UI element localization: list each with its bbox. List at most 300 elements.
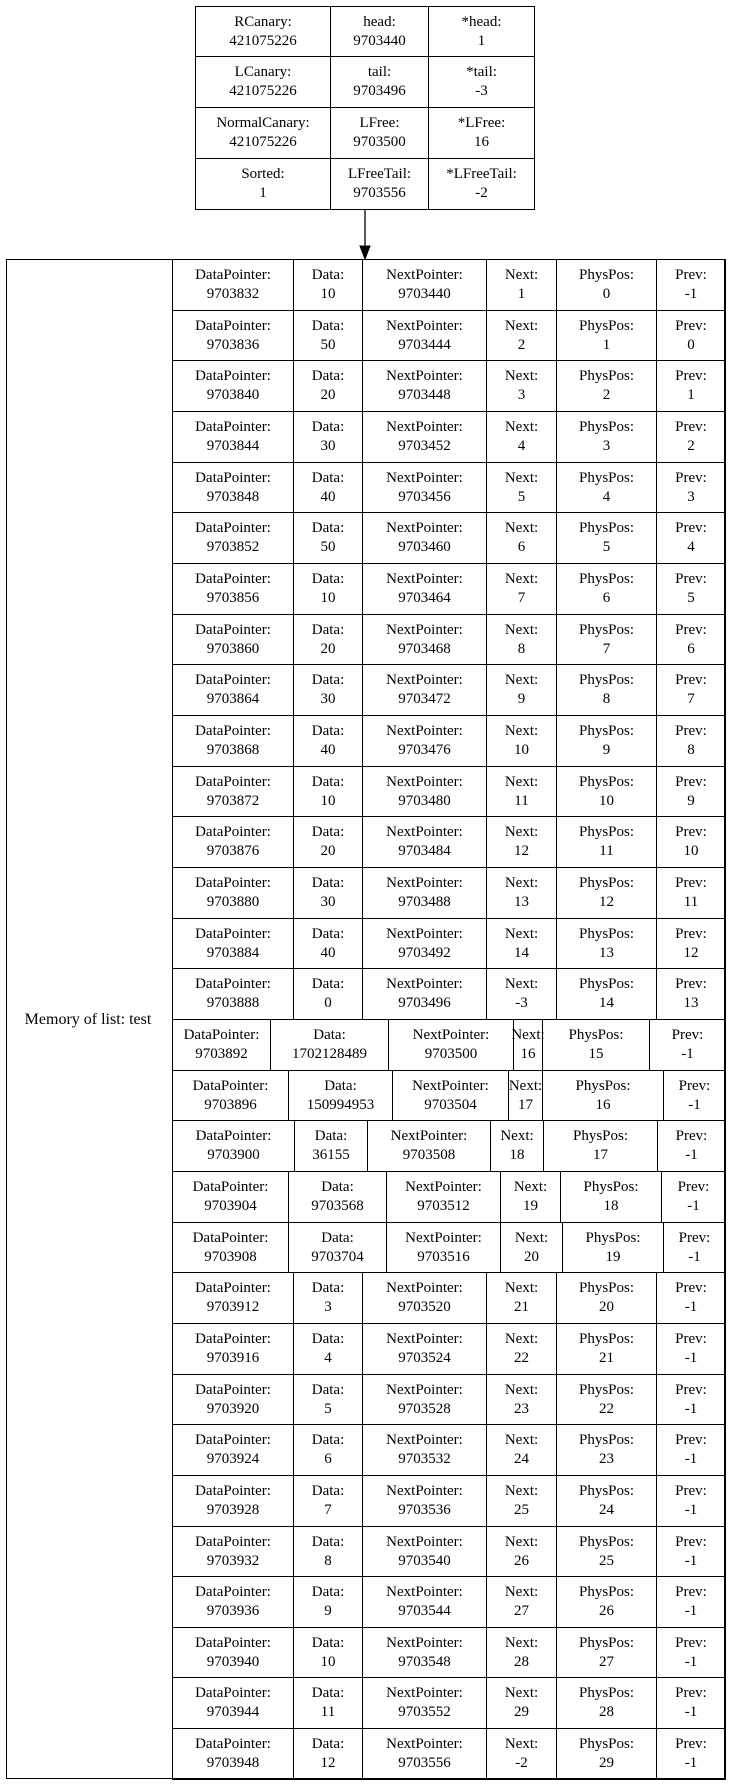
cell-value: 9703496	[398, 995, 451, 1011]
memory-cell	[288, 1171, 387, 1223]
cell-label: Prev:	[675, 368, 707, 384]
memory-cell	[486, 766, 557, 817]
cell-value: 24	[514, 1451, 529, 1467]
cell-label: NextPointer:	[386, 368, 463, 384]
memory-cell	[486, 310, 557, 361]
cell-value: 9703836	[206, 336, 260, 353]
cell-value: 9703860	[206, 640, 260, 657]
cell-label: NextPointer:	[405, 1229, 482, 1246]
cell-value: 9703456	[398, 488, 451, 505]
cell-label: Data:	[311, 267, 345, 283]
memory-cell	[293, 664, 363, 716]
cell-value: 3	[324, 1299, 332, 1315]
cell-label: Next:	[504, 1533, 539, 1550]
cell-value: 19	[523, 1198, 538, 1214]
memory-cell	[172, 1424, 294, 1476]
memory-cell	[293, 1272, 363, 1324]
cell-label: NextPointer:	[412, 1077, 489, 1094]
cell-label: DataPointer:	[195, 723, 271, 739]
cell-value: 9703556	[353, 185, 406, 201]
cell-value: -2	[475, 185, 488, 201]
cell-value: 9	[517, 691, 526, 707]
cell-label: NextPointer:	[386, 1685, 463, 1701]
cell-value: 20	[320, 843, 336, 859]
cell-value: 9703864	[206, 691, 260, 707]
cell-label: Prev:	[675, 317, 707, 334]
memory-cell	[542, 1070, 664, 1121]
cell-label: Next:	[504, 1280, 539, 1296]
cell-label: DataPointer:	[195, 773, 271, 790]
cell-label: Data:	[311, 520, 345, 536]
memory-cell	[656, 1627, 726, 1678]
cell-value: 50	[320, 336, 336, 353]
memory-cell	[362, 1272, 487, 1324]
cell-value: 9703520	[398, 1299, 451, 1315]
cell-label: PhysPos:	[578, 317, 635, 334]
cell-label: Next:	[513, 1179, 548, 1195]
cell-label: DataPointer:	[195, 1736, 271, 1752]
memory-cell	[172, 1677, 294, 1729]
cell-value: -1	[688, 1096, 701, 1113]
cell-label: Data:	[311, 1685, 345, 1701]
memory-cell	[293, 1475, 363, 1527]
memory-cell	[560, 1171, 662, 1223]
memory-cell	[656, 664, 726, 716]
memory-cell	[172, 614, 294, 665]
cell-value: 20	[320, 387, 336, 403]
memory-cell	[656, 1475, 726, 1527]
cell-label: Next:	[504, 1584, 539, 1600]
cell-label: Next:	[504, 773, 539, 790]
cell-label: Prev:	[675, 419, 707, 435]
memory-cell	[362, 1526, 487, 1577]
cell-value: 7	[517, 590, 526, 606]
memory-cell	[293, 563, 363, 615]
cell-value: 36155	[312, 1147, 350, 1163]
memory-cell	[656, 563, 726, 615]
cell-value: 9	[602, 742, 611, 758]
cell-value: 9703888	[206, 995, 260, 1011]
cell-value: 2	[687, 438, 695, 454]
cell-value: -1	[684, 1400, 698, 1417]
cell-label: PhysPos:	[578, 1432, 635, 1448]
cell-label: Next:	[504, 469, 539, 486]
cell-label: NextPointer:	[386, 1584, 463, 1600]
cell-value: 8	[687, 742, 695, 758]
cell-value: 40	[320, 944, 336, 961]
cell-value: 17	[593, 1147, 608, 1163]
cell-label: Data:	[311, 621, 345, 638]
cell-value: 9703556	[398, 1755, 451, 1771]
cell-value: 8	[602, 691, 611, 707]
cell-value: 27	[514, 1603, 529, 1619]
memory-cell	[656, 462, 726, 513]
cell-label: PhysPos:	[578, 1483, 635, 1499]
memory-cell	[656, 968, 726, 1020]
cell-value: -1	[685, 1147, 698, 1163]
memory-cell	[362, 918, 487, 969]
cell-label: Prev:	[675, 621, 707, 638]
cell-label: Data:	[313, 1027, 346, 1043]
cell-value: 2	[517, 336, 526, 353]
cell-label: DataPointer:	[195, 672, 271, 688]
cell-value: 23	[599, 1451, 614, 1467]
memory-cell	[172, 918, 294, 969]
cell-label: Next:	[504, 925, 539, 942]
cell-label: DataPointer:	[192, 1179, 269, 1195]
cell-label: Next:	[504, 672, 539, 688]
cell-label: NextPointer:	[386, 571, 463, 587]
cell-label: DataPointer:	[195, 1483, 271, 1499]
cell-value: 11	[514, 792, 529, 809]
cell-value: 12	[320, 1755, 336, 1771]
memory-cell	[490, 1120, 544, 1172]
memory-cell	[362, 1627, 487, 1678]
memory-cell	[486, 918, 557, 969]
memory-cell	[649, 1019, 726, 1071]
cell-value: 5	[324, 1400, 332, 1417]
cell-label: Next:	[504, 1483, 539, 1499]
memory-cell	[556, 1374, 657, 1425]
memory-cell	[172, 512, 294, 564]
cell-value: 9703492	[398, 944, 451, 961]
memory-cell	[556, 715, 657, 767]
memory-cell	[486, 1627, 557, 1678]
memory-cell	[293, 1374, 363, 1425]
memory-cell	[486, 563, 557, 615]
memory-cell	[556, 411, 657, 463]
cell-value: 11	[683, 894, 699, 910]
memory-cell	[486, 411, 557, 463]
cell-value: 9703544	[398, 1603, 451, 1619]
memory-cell	[388, 1019, 514, 1071]
memory-cell	[172, 462, 294, 513]
memory-cell	[172, 1627, 294, 1678]
cell-label: Data:	[311, 1331, 345, 1347]
cell-label: Prev:	[675, 925, 707, 942]
cell-label: NextPointer:	[405, 1179, 482, 1195]
cell-value: 16	[474, 134, 489, 150]
cell-value: 30	[320, 894, 336, 910]
cell-value: 19	[605, 1248, 621, 1265]
cell-label: PhysPos:	[578, 1280, 635, 1296]
memory-cell	[663, 1222, 726, 1273]
cell-value: 40	[320, 488, 336, 505]
memory-cell	[556, 462, 657, 513]
memory-cell	[556, 360, 657, 412]
cell-label: DataPointer:	[195, 1685, 271, 1701]
memory-cell	[362, 1374, 487, 1425]
cell-label: Next:	[504, 824, 539, 840]
cell-value: 9703548	[398, 1653, 451, 1670]
cell-label: Data:	[311, 1432, 345, 1448]
cell-value: -1	[684, 1451, 698, 1467]
cell-value: 9703912	[206, 1299, 260, 1315]
cell-label: PhysPos:	[578, 469, 635, 486]
memory-cell	[293, 816, 363, 868]
cell-value: 9703516	[417, 1248, 470, 1265]
cell-label: Next:	[508, 1077, 543, 1094]
cell-label: Data:	[311, 875, 345, 891]
cell-value: 40	[320, 742, 336, 758]
cell-label: NextPointer:	[386, 1634, 463, 1651]
cell-value: 13	[599, 944, 614, 961]
cell-label: Data:	[311, 824, 345, 840]
memory-cell	[556, 766, 657, 817]
cell-label: LCanary:	[234, 64, 292, 80]
cell-value: 9703444	[398, 336, 451, 353]
cell-value: 13	[514, 894, 529, 910]
cell-label: Next:	[504, 1381, 539, 1398]
cell-label: DataPointer:	[195, 824, 271, 840]
cell-value: 6	[602, 590, 611, 606]
memory-cell	[172, 715, 294, 767]
cell-value: 8	[324, 1552, 332, 1569]
cell-value: 9703892	[195, 1046, 248, 1062]
cell-value: -2	[515, 1755, 528, 1771]
cell-value: 9703920	[206, 1400, 260, 1417]
memory-cell	[508, 1070, 543, 1121]
memory-cell	[172, 1576, 294, 1628]
cell-value: 9703508	[402, 1147, 456, 1163]
memory-cell	[293, 512, 363, 564]
memory-cell	[362, 1475, 487, 1527]
memory-cell	[486, 614, 557, 665]
cell-label: Next:	[504, 368, 539, 384]
cell-value: 9703916	[206, 1350, 260, 1366]
memory-cell	[656, 867, 726, 919]
memory-cell	[172, 1475, 294, 1527]
cell-label: NextPointer:	[386, 1483, 463, 1499]
cell-value: 9703528	[398, 1400, 451, 1417]
memory-cell	[486, 360, 557, 412]
memory-cell	[172, 1120, 295, 1172]
memory-cell	[362, 1728, 487, 1780]
cell-value: 9703904	[204, 1198, 257, 1214]
cell-label: Prev:	[675, 1533, 707, 1550]
cell-label: Next:	[504, 317, 539, 334]
cell-label: Next:	[504, 267, 539, 283]
cell-label: Prev:	[675, 520, 707, 536]
cell-value: 4	[687, 539, 695, 555]
cell-value: 9703480	[398, 792, 451, 809]
cell-value: 9703932	[206, 1552, 260, 1569]
header-cell	[195, 56, 331, 108]
cell-value: 28	[599, 1704, 614, 1720]
cell-value: 29	[514, 1704, 529, 1720]
cell-value: 18	[509, 1147, 525, 1163]
cell-value: 0	[687, 336, 695, 353]
cell-label: Next:	[504, 1634, 539, 1651]
cell-label: *tail:	[466, 64, 497, 80]
header-cell	[428, 56, 535, 108]
memory-cell	[656, 411, 726, 463]
memory-cell	[656, 1272, 726, 1324]
cell-value: 9703840	[206, 387, 260, 403]
cell-label: RCanary:	[234, 13, 292, 30]
cell-label: DataPointer:	[195, 621, 271, 638]
cell-label: Prev:	[675, 875, 707, 891]
cell-label: DataPointer:	[195, 1584, 271, 1600]
memory-cell	[556, 1526, 657, 1577]
cell-value: 13	[683, 995, 699, 1011]
memory-cell	[172, 1526, 294, 1577]
cell-value: 9703468	[398, 640, 451, 657]
memory-cell	[556, 816, 657, 868]
cell-label: NextPointer:	[386, 1432, 463, 1448]
cell-label: Prev:	[675, 571, 707, 587]
cell-value: 1702128489	[292, 1046, 367, 1062]
cell-value: 29	[599, 1755, 614, 1771]
cell-label: PhysPos:	[578, 1736, 635, 1752]
memory-cell	[486, 1424, 557, 1476]
cell-value: -1	[684, 1603, 698, 1619]
cell-label: Next:	[504, 1685, 539, 1701]
cell-value: 421075226	[229, 134, 297, 150]
memory-cell	[386, 1222, 501, 1273]
memory-cell	[362, 462, 487, 513]
cell-label: PhysPos:	[578, 267, 635, 283]
memory-cell	[562, 1222, 664, 1273]
cell-value: 9703440	[398, 286, 451, 302]
cell-label: DataPointer:	[195, 1381, 271, 1398]
cell-value: 27	[599, 1653, 614, 1670]
cell-label: *head:	[461, 13, 502, 30]
cell-label: PhysPos:	[578, 723, 635, 739]
cell-value: 10	[320, 286, 336, 302]
memory-cell	[543, 1120, 658, 1172]
cell-value: 9703448	[398, 387, 451, 403]
cell-value: 9703928	[206, 1502, 260, 1518]
header-cell	[195, 6, 331, 57]
header-cell	[428, 158, 535, 210]
cell-label: DataPointer:	[195, 875, 271, 891]
memory-cell	[293, 411, 363, 463]
memory-cell	[486, 867, 557, 919]
cell-value: -1	[688, 1248, 701, 1265]
cell-value: 12	[599, 894, 614, 910]
memory-cell	[656, 512, 726, 564]
header-cell	[330, 107, 429, 159]
cell-label: PhysPos:	[578, 875, 635, 891]
memory-cell	[556, 259, 657, 311]
cell-value: 9703844	[206, 438, 260, 454]
cell-label: PhysPos:	[578, 1634, 635, 1651]
memory-cell	[500, 1222, 563, 1273]
cell-label: NextPointer:	[386, 1331, 463, 1347]
cell-label: DataPointer:	[195, 368, 271, 384]
memory-cell	[172, 664, 294, 716]
cell-value: 10	[514, 742, 529, 758]
cell-value: 9703524	[398, 1350, 451, 1366]
cell-label: Next:	[504, 723, 539, 739]
cell-value: 10	[320, 1653, 336, 1670]
cell-value: 20	[599, 1299, 614, 1315]
memory-cell	[656, 1374, 726, 1425]
cell-value: 7	[687, 691, 695, 707]
memory-cell	[362, 310, 487, 361]
cell-value: 9703880	[206, 894, 260, 910]
cell-label: NextPointer:	[386, 267, 463, 283]
header-cell	[330, 56, 429, 108]
memory-cell	[556, 1323, 657, 1375]
cell-value: 4	[602, 488, 611, 505]
memory-cell	[656, 715, 726, 767]
cell-value: 22	[514, 1350, 529, 1366]
cell-label: PhysPos:	[578, 1685, 635, 1701]
cell-label: PhysPos:	[572, 1128, 629, 1144]
cell-value: 25	[514, 1502, 529, 1518]
cell-label: PhysPos:	[578, 1381, 635, 1398]
cell-label: Prev:	[675, 824, 707, 840]
memory-cell	[293, 1627, 363, 1678]
memory-cell	[172, 1222, 289, 1273]
memory-cell	[556, 1677, 657, 1729]
cell-value: 9703896	[204, 1096, 257, 1113]
cell-label: *LFree:	[457, 115, 506, 131]
cell-value: 20	[524, 1248, 539, 1265]
memory-cell	[362, 766, 487, 817]
cell-value: -1	[684, 1350, 698, 1366]
cell-label: Data:	[311, 1280, 345, 1296]
cell-label: head:	[363, 13, 396, 30]
memory-cell	[556, 918, 657, 969]
memory-cell	[367, 1120, 491, 1172]
memory-cell	[293, 360, 363, 412]
memory-cell	[556, 512, 657, 564]
cell-value: 14	[514, 944, 529, 961]
cell-label: DataPointer:	[195, 571, 271, 587]
cell-label: Next:	[504, 1432, 539, 1448]
memory-cell	[486, 1526, 557, 1577]
memory-cell	[172, 1323, 294, 1375]
cell-label: PhysPos:	[578, 368, 635, 384]
cell-label: Next:	[500, 1128, 534, 1144]
cell-value: 10	[320, 792, 336, 809]
cell-value: -1	[684, 1502, 698, 1518]
memory-cell	[172, 563, 294, 615]
cell-value: 10	[320, 590, 336, 606]
memory-cell	[293, 1526, 363, 1577]
cell-value: 6	[687, 640, 695, 657]
cell-label: NextPointer:	[386, 925, 463, 942]
cell-label: Prev:	[675, 723, 707, 739]
cell-value: 3	[602, 438, 611, 454]
cell-label: DataPointer:	[195, 1128, 272, 1144]
cell-label: Data:	[321, 1229, 354, 1246]
cell-value: 9703852	[206, 539, 260, 555]
memory-cell	[293, 918, 363, 969]
memory-cell	[656, 360, 726, 412]
cell-value: 9703936	[206, 1603, 260, 1619]
cell-value: 9703552	[398, 1704, 451, 1720]
memory-cell	[486, 968, 557, 1020]
cell-value: 9703876	[206, 843, 260, 859]
cell-label: Next:	[504, 621, 539, 638]
cell-label: PhysPos:	[578, 1331, 635, 1347]
memory-cell	[656, 766, 726, 817]
memory-cell	[293, 1728, 363, 1780]
cell-value: 9	[324, 1603, 332, 1619]
memory-cell	[293, 1323, 363, 1375]
memory-cell	[293, 968, 363, 1020]
cell-value: -1	[684, 1552, 698, 1569]
memory-cell	[288, 1222, 387, 1273]
cell-value: 2	[602, 387, 611, 403]
header-cell	[330, 6, 429, 57]
memory-label: Memory of list: test	[24, 1011, 152, 1028]
cell-value: 11	[599, 843, 614, 859]
